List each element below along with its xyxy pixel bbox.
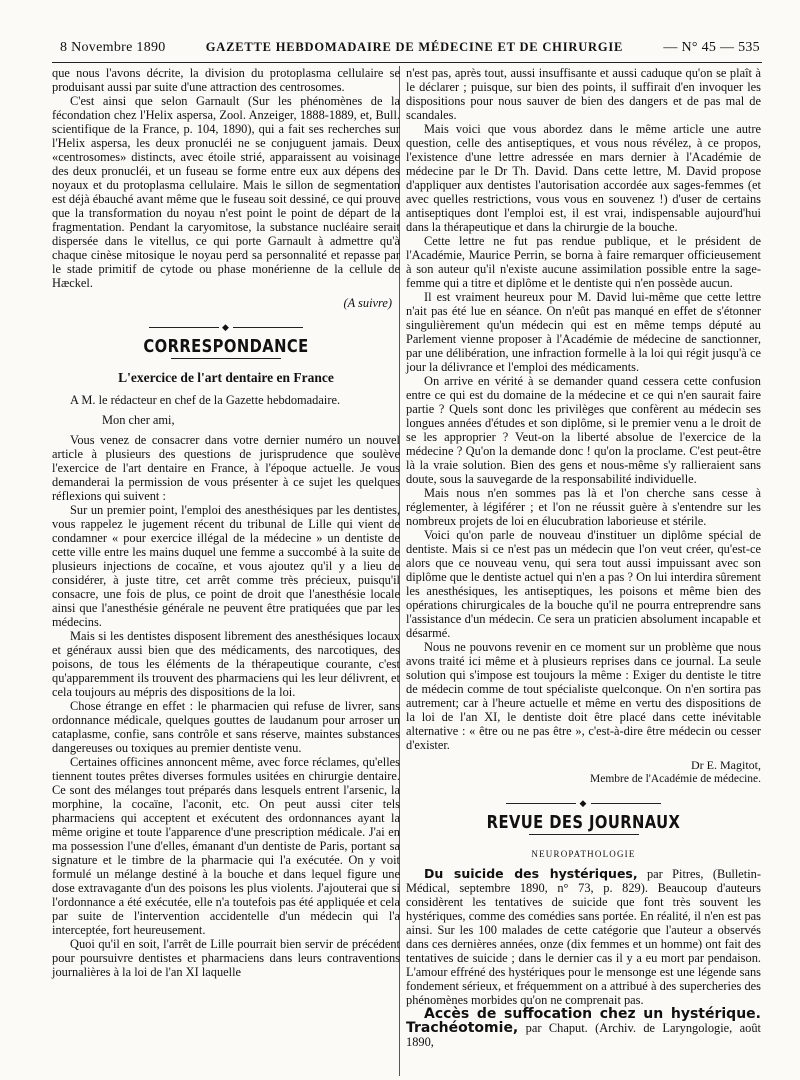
category-label: NEUROPATHOLOGIE <box>531 849 636 859</box>
article-reference: par Chaput. (Archiv. de Laryngologie, août 1890, <box>406 1021 761 1049</box>
paragraph: Certaines officines annoncent même, avec force réclames, qu'elles tiennent toutes prêtes diverses formules usitées en chirurgie dentaire. Ce sont des mélanges tout préparés dans lesquels entrent l'arsenic, la morphine, la cocaïne, l'aconit, etc. On peut aussi citer tels pharmaciens qui acceptent et exécutent des ordonnances ayant la même origine et toute l'apparence d'une prescription médicale. J'ai en ma possession l'une d'elles, émanant d'un dentiste de Paris, portant sa signature et le timbre de la pharmacie qui l'a exécutée. On y voit formulé un mélange destiné à la bouche et dans lequel figure une dose extravagante d'un des poisons les plus violents. J'ajouterai que si l'ordonnance a été exécutée, elle n'a toutefois pas été appliquée et cela par suite de l'intervention accidentelle d'un médecin qui l'a interceptée, fort heureusement. <box>52 755 400 937</box>
article-body: Beaucoup d'auteurs considèrent les tentatives de suicide que font très souvent les hystériques, comme des comédies sans portée. En réalité, il n'en est pas ainsi. Sur les 100 malades de cette catégorie que l'auteur a observés dans ces dernières années, onze (dix femmes et un homme) ont fait des tentatives de suicide ; dans le dernier cas il y a eu mort par pendaison. L'amour effréné des hystériques pour le mensonge est une légende sans fondement sérieux, et fréquemment on a attribué à des supercheries des phénomènes morbides qu'on ne comprenait pas. <box>406 881 761 1007</box>
paragraph: Il est vraiment heureux pour M. David lui-même que cette lettre n'ait pas été lue en séance. On n'eût pas manqué en effet de s'étonner singulièrement qu'un médecin qui est en même temps député au Parlement vienne proposer à l'Académie de médecine de sanctionner, par une délibération, une infraction formelle à la loi qui régit jusqu'à ce jour la délivrance et l'emploi des médicaments. <box>406 290 761 374</box>
paragraph: Vous venez de consacrer dans votre dernier numéro un nouvel article à plusieurs des questions de jurisprudence que soulève l'exercice de l'art dentaire en France, à l'époque actuelle. Je vous demanderai la permission de vous présenter à ce sujet les quelques réflexions qui suivent : <box>52 433 400 503</box>
ornament-divider: ◆ <box>406 796 761 810</box>
header-rule <box>52 62 762 63</box>
letter-title: L'exercice de l'art dentaire en France <box>118 370 334 385</box>
to-be-continued: (A suivre) <box>343 296 392 310</box>
left-column <box>52 66 400 979</box>
signature-role: Membre de l'Académie de médecine. <box>590 773 761 785</box>
paragraph: Quoi qu'il en soit, l'arrêt de Lille pourrait bien servir de précédent pour poursuivre dentistes et pharmaciens dans leurs contraventions journalières à la loi de l'an XI laquelle <box>52 937 400 979</box>
letter-address: A M. le rédacteur en chef de la Gazette hebdomadaire. <box>70 393 341 407</box>
journal-title: GAZETTE HEBDOMADAIRE DE MÉDECINE ET DE CHIRURGIE <box>205 40 624 54</box>
paragraph: que nous l'avons décrite, la division du protoplasma cellulaire se produisant aussi par suite d'une attraction des centrosomes. <box>52 66 400 94</box>
paragraph: Cette lettre ne fut pas rendue publique, et le président de l'Académie, Maurice Perrin, se borna à faire remarquer officieusement à son auteur qu'il n'existe aucune assimilation possible entre la sage-femme qui a titre et diplôme et le dentiste qui n'en possède aucun. <box>406 234 761 290</box>
article-entry <box>406 867 761 1007</box>
article-reference: par Pitres, (Bulletin-Médical, septembre 1890, n° 73, p. 829). <box>406 867 761 895</box>
section-title-revue: REVUE DES JOURNAUX <box>486 812 681 833</box>
article-title: Accès de suffocation chez un hystérique. Trachéotomie, <box>406 1006 761 1036</box>
ornament-divider: ◆ <box>52 320 400 334</box>
section-rule <box>171 358 281 359</box>
paragraph: On arrive en vérité à se demander quand cessera cette confusion entre ce qui est du domaine de la médecine et ce qui n'en saurait faire partie ? Quels sont donc les privilèges que confèrent au médecin ses longues années d'études et son diplôme, si le premier venu a le droit de se les approprier ? Veut-on la liberté absolue de l'exercice de la médecine ? Qu'on la demande donc ! qu'on la proclame. C'est peut-être là la vraie solution. Bien des gens et nous-même s'y rallieraient sans doute, sous la sauvegarde de la responsabilité individuelle. <box>406 374 761 486</box>
paragraph: Nous ne pouvons revenir en ce moment sur un problème que nous avons traité ici même et à plusieurs reprises dans ce journal. La seule solution qui s'impose est toujours la même : Exiger du dentiste le titre de médecin comme de tout spécialiste quelconque. On n'en sortira pas autrement; car à l'heure actuelle et même en vertu des dispositions de la loi de l'an XI, le dentiste doit être placé dans cette inévitable alternative : « être ou ne pas être », c'est-à-dire être médecin ou cesser d'exister. <box>406 640 761 752</box>
section-rule <box>529 834 639 835</box>
paragraph: Mais nous n'en sommes pas là et l'on cherche sans cesse à réglementer, à légiférer ; et l'on ne réussit guère à s'entendre sur les nombreux projets de loi en élucubration laborieuse et stérile. <box>406 486 761 528</box>
paragraph: n'est pas, après tout, aussi insuffisante et aussi caduque qu'on se plaît à le déclarer ; puisque, sur bien des points, il suffirait d'en invoquer les dispositions pour nous sauver de bien des dangers et de pas mal de scandales. <box>406 66 761 122</box>
article-entry <box>406 1007 761 1049</box>
right-column <box>406 66 761 1049</box>
paragraph: Chose étrange en effet : le pharmacien qui refuse de livrer, sans ordonnance médicale, quelques gouttes de laudanum pour arroser un cataplasme, confie, sans contrôle et sans réserve, maintes substances dangereuses ou toxiques au premier dentiste venu. <box>52 699 400 755</box>
article-title: Du suicide des hystériques, <box>424 866 638 881</box>
paragraph: Voici qu'on parle de nouveau d'instituer un diplôme spécial de dentiste. Mais si ce n'est pas un médecin que l'on veut créer, qu'est-ce alors que ce nouveau venu, qui sera tout aussi impuissant avec son diplôme que le dentiste actuel qui n'en a pas ? On lui interdira sûrement les anesthésiques, les antiseptiques, les poisons et même bien des opérations chirurgicales de la bouche qu'il ne pourra entreprendre sans l'assistance d'un médecin. Ce sera un praticien absolument incapable et désarmé. <box>406 528 761 640</box>
issue-date: 8 Novembre 1890 <box>60 40 166 55</box>
paragraph: Mais si les dentistes disposent librement des anesthésiques locaux et généraux aussi bien que des médicaments, des narcotiques, des poisons, de tous les éléments de la thérapeutique courante, c'est qu'apparemment ils trouvent des pharmaciens qui les leur délivrent, et cela toujours au mépris des dispositions de la loi. <box>52 629 400 699</box>
salutation: Mon cher ami, <box>102 413 175 427</box>
signature: Dr E. Magitot, <box>691 758 761 772</box>
section-title-correspondance: CORRESPONDANCE <box>143 336 309 357</box>
page-header <box>60 40 760 60</box>
paragraph: Sur un premier point, l'emploi des anesthésiques par les dentistes, vous rappelez le jugement récent du tribunal de Lille qui vient de condamner « pour exercice illégal de la médecine » un dentiste de cette ville entre les mains duquel une femme a succombé à la suite de plusieurs injections de cocaïne, et vous ajoutez qu'il y a lieu de considérer, à juste titre, cet arrêt comme très précieux, puisqu'il consacre, une fois de plus, ce point de droit que l'anesthésie locale ainsi que l'anesthésie générale ne peuvent être pratiquées que par les médecins. <box>52 503 400 629</box>
paragraph: Mais voici que vous abordez dans le même article une autre question, celle des antiseptiques, et vous nous révélez, à ce propos, l'existence d'une lettre adressée en mars dernier à l'Académie de médecine par le Dr Th. David. Dans cette lettre, M. David propose d'appliquer aux dentistes l'autorisation accordée aux sages-femmes (et avec quelles restrictions, vous vous en souvenez !) d'user de certains antiseptiques dont l'emploi est, il est vrai, indispensable aujourd'hui dans la thérapeutique et dans la chirurgie de la bouche. <box>406 122 761 234</box>
paragraph: C'est ainsi que selon Garnault (Sur les phénomènes de la fécondation chez l'Helix aspersa, Zool. Anzeiger, 1888-1889, et, Bull. scientifique de la France, p. 104, 1890), qui a fait ses recherches sur l'Helix aspersa, les deux pronucléi ne se conjuguent jamais. Deux «centrosomes» distincts, avec étoile strié, apparaissent au voisinage des deux pronucléi, et un fuseau se forme entre eux aux dépens des noyaux et du protoplasma cellulaire. Mais le sillon de segmentation est déjà ébauché avant même que le fuseau soit dessiné, ce qui prouve que la transformation du noyau n'est point le point de départ de la fragmentation. Pendant la caryomitose, la substance nucléaire serait dispersée dans le vitellus, ce qui porte Garnault à admettre qu'à chaque cinèse mitosique le noyau perd sa personnalité et repasse par le stade primitif de cytode ou phase monérienne de la cellule de Hæckel. <box>52 94 400 290</box>
page-number: — N° 45 — 535 <box>663 40 760 55</box>
